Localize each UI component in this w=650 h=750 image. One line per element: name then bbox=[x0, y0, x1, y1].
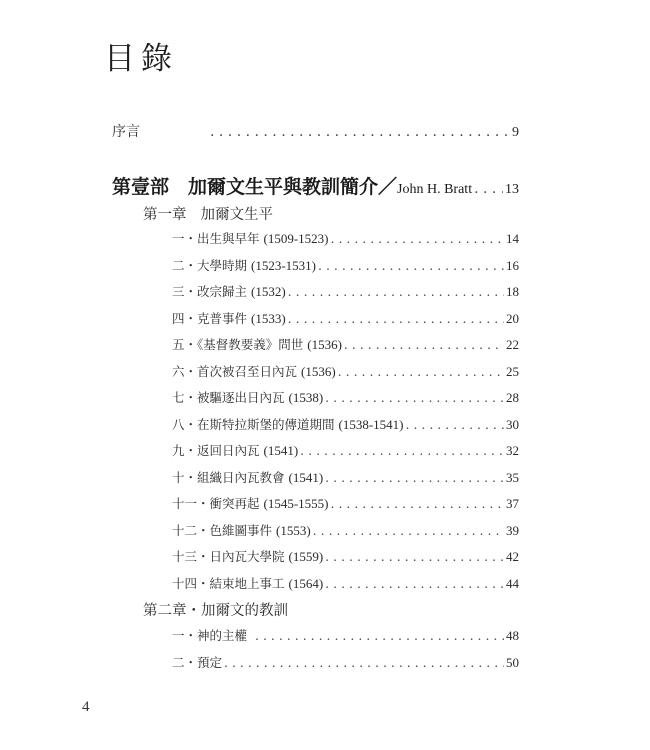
page-number: 4 bbox=[82, 699, 90, 715]
toc-page-number: 18 bbox=[506, 284, 519, 299]
dot-leader bbox=[224, 655, 504, 670]
dot-leader bbox=[255, 628, 504, 643]
toc-item[interactable] bbox=[172, 335, 519, 353]
toc-item-years: (1523-1531) bbox=[251, 258, 316, 273]
toc-page-number: 50 bbox=[506, 655, 519, 670]
toc-item-label: 一・神的主權 bbox=[172, 628, 248, 643]
toc-item[interactable] bbox=[172, 256, 519, 274]
toc-item-label: 二・預定 bbox=[172, 655, 223, 670]
toc-item-years: (1545-1555) bbox=[263, 496, 329, 511]
toc-item[interactable] bbox=[172, 362, 519, 380]
toc-item[interactable] bbox=[172, 282, 519, 300]
chapter-label: 第二章・加爾文的教訓 bbox=[143, 603, 288, 619]
toc-item[interactable] bbox=[172, 468, 519, 486]
toc-chapter-2-heading[interactable] bbox=[143, 599, 288, 620]
dot-leader bbox=[325, 549, 504, 564]
toc-item-years: (1536) bbox=[301, 364, 336, 379]
dot-leader bbox=[325, 576, 504, 591]
toc-page-number: 28 bbox=[506, 390, 519, 405]
toc-item[interactable] bbox=[172, 574, 519, 592]
toc-item-years: (1538-1541) bbox=[338, 417, 404, 432]
toc-item-label: 七・被驅逐出日內瓦 bbox=[172, 390, 285, 405]
toc-item-label: 十二・色維圖事件 bbox=[172, 523, 273, 538]
dot-leader bbox=[406, 417, 505, 432]
dot-leader bbox=[313, 523, 504, 538]
toc-item-label: 十一・衝突再起 bbox=[172, 496, 260, 511]
dot-leader bbox=[288, 311, 504, 326]
toc-item-label: 九・返回日內瓦 bbox=[172, 443, 260, 458]
toc-part-author: John H. Bratt bbox=[397, 182, 473, 197]
toc-item-years: (1553) bbox=[276, 523, 311, 538]
toc-item[interactable] bbox=[172, 653, 519, 671]
toc-item[interactable] bbox=[172, 415, 519, 433]
toc-page-number: 13 bbox=[505, 182, 519, 197]
toc-page-number: 39 bbox=[506, 523, 519, 538]
chapter-title: 加爾文生平 bbox=[200, 207, 273, 223]
toc-item-years: (1541) bbox=[263, 443, 299, 458]
toc-item[interactable] bbox=[172, 309, 519, 327]
dot-leader bbox=[325, 390, 504, 405]
toc-item-label: 二・大學時期 bbox=[172, 258, 248, 273]
toc-page-number: 48 bbox=[506, 628, 519, 643]
toc-item-years: (1541) bbox=[288, 470, 324, 485]
toc-item-label: 十・組織日內瓦教會 bbox=[172, 470, 285, 485]
toc-item-label: 一・出生與早年 bbox=[172, 231, 260, 246]
toc-item-years: (1559) bbox=[288, 549, 324, 564]
toc-item[interactable] bbox=[172, 494, 519, 512]
page-title: 目錄 bbox=[104, 41, 178, 77]
toc-item-years: (1533) bbox=[251, 311, 286, 326]
toc-page-number: 32 bbox=[506, 443, 519, 458]
toc-item-years: (1538) bbox=[288, 390, 324, 405]
toc-item[interactable] bbox=[172, 441, 519, 459]
toc-item[interactable] bbox=[172, 547, 519, 565]
toc-page-number: 44 bbox=[506, 576, 519, 591]
dot-leader bbox=[210, 124, 510, 140]
dot-leader bbox=[331, 231, 505, 246]
toc-page-number: 16 bbox=[506, 258, 519, 273]
dot-leader bbox=[331, 496, 505, 511]
toc-item-label: 八・在斯特拉斯堡的傳道期間 bbox=[172, 417, 335, 432]
toc-item-label: 四・克普事件 bbox=[172, 311, 248, 326]
dot-leader bbox=[300, 443, 504, 458]
toc-item-label: 六・首次被召至日內瓦 bbox=[172, 364, 298, 379]
toc-part-label: 第壹部 加爾文生平與教訓簡介 bbox=[112, 176, 379, 198]
toc-page-number: 30 bbox=[506, 417, 519, 432]
toc-item-years: (1536) bbox=[307, 337, 342, 352]
toc-item[interactable] bbox=[172, 229, 519, 247]
toc-page-number: 35 bbox=[506, 470, 519, 485]
toc-item-label: 三・改宗歸主 bbox=[172, 284, 248, 299]
toc-item[interactable] bbox=[172, 626, 519, 644]
dot-leader bbox=[288, 284, 504, 299]
toc-page-number: 25 bbox=[506, 364, 519, 379]
toc-entry-label: 序言 bbox=[112, 124, 140, 140]
toc-page-number: 14 bbox=[506, 231, 519, 246]
chapter-label: 第一章 bbox=[143, 207, 187, 223]
toc-page-number: 42 bbox=[506, 549, 519, 564]
toc-page-number: 9 bbox=[512, 125, 519, 140]
dot-leader bbox=[474, 181, 503, 197]
toc-item-years: (1532) bbox=[251, 284, 286, 299]
toc-entry-preface[interactable] bbox=[112, 121, 519, 141]
toc-page-number: 22 bbox=[506, 337, 519, 352]
dot-leader bbox=[344, 337, 504, 352]
dot-leader bbox=[318, 258, 504, 273]
toc-page-number: 37 bbox=[506, 496, 519, 511]
toc-page-number: 20 bbox=[506, 311, 519, 326]
toc-item-label: 五・《基督教要義》問世 bbox=[172, 337, 304, 352]
toc-item[interactable] bbox=[172, 521, 519, 539]
toc-part-separator: ／ bbox=[378, 176, 398, 198]
toc-item[interactable] bbox=[172, 388, 519, 406]
toc-item-label: 十三・日內瓦大學院 bbox=[172, 549, 285, 564]
toc-entry-part-1[interactable] bbox=[112, 172, 519, 199]
toc-item-label: 十四・結束地上事工 bbox=[172, 576, 285, 591]
dot-leader bbox=[325, 470, 504, 485]
dot-leader bbox=[338, 364, 504, 379]
toc-item-years: (1564) bbox=[288, 576, 324, 591]
toc-item-years: (1509-1523) bbox=[263, 231, 329, 246]
toc-chapter-1-heading[interactable] bbox=[143, 203, 273, 224]
